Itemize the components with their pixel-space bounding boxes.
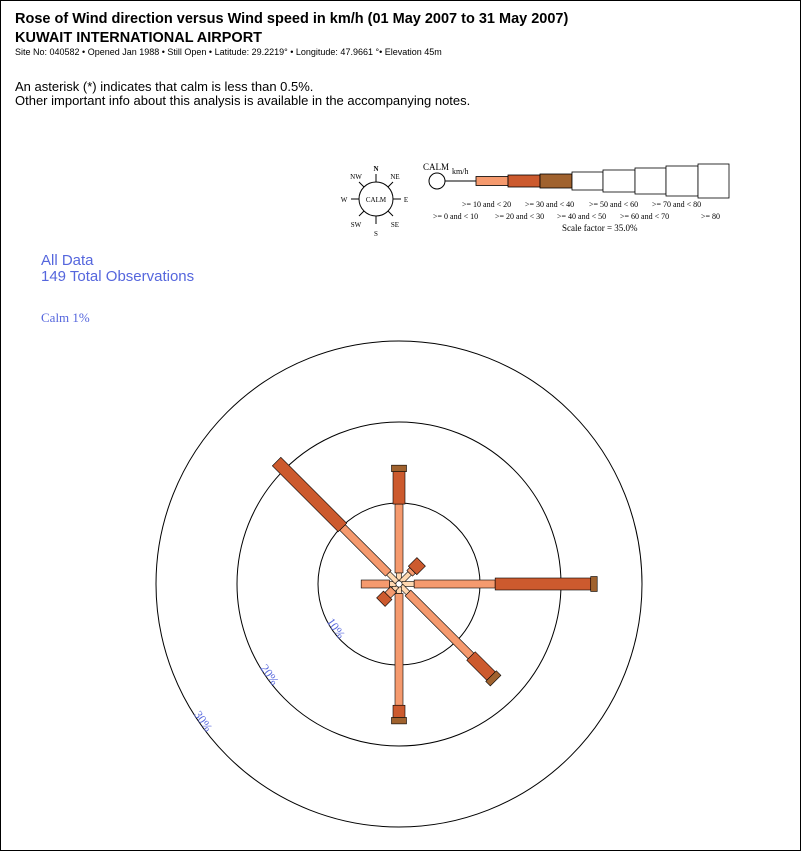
bar-w-class-2 xyxy=(361,580,389,588)
wind-rose xyxy=(156,341,642,827)
compass-tick-sw xyxy=(359,211,364,216)
compass-label-nw: NW xyxy=(350,173,362,181)
spoke-se xyxy=(396,581,501,686)
compass-tick-se xyxy=(388,211,393,216)
bar-s-class-3 xyxy=(393,705,405,717)
compass-label-sw: SW xyxy=(350,221,362,229)
total-observations: 149 Total Observations xyxy=(41,268,195,285)
bar-se-class-2 xyxy=(405,590,474,659)
ring-label-1: 10% xyxy=(323,615,348,642)
compass-label-ne: NE xyxy=(390,173,400,181)
station-name: KUWAIT INTERNATIONAL AIRPORT xyxy=(15,30,263,46)
site-info: Site No: 040582 • Opened Jan 1988 • Still Open • Latitude: 29.2219° • Longitude: 47.9661 °• Elevation 45m xyxy=(15,47,442,57)
compass-label-w: W xyxy=(340,196,348,204)
legend-swatch-5 xyxy=(572,172,603,190)
spoke-n xyxy=(392,465,407,581)
legend-lower-label-4: >= 60 and < 70 xyxy=(620,212,670,221)
bar-nw-class-3 xyxy=(272,457,346,531)
bar-n-class-4 xyxy=(392,465,407,471)
legend-lower-label-5: >= 80 xyxy=(701,212,721,221)
spoke-s xyxy=(392,587,407,724)
legend-swatch-8 xyxy=(666,166,698,196)
bar-nw-class-2 xyxy=(340,525,391,576)
compass-label-e: E xyxy=(403,196,409,204)
bar-e-class-3 xyxy=(495,578,591,590)
legend-swatch-6 xyxy=(603,170,635,192)
compass-tick-nw xyxy=(359,182,364,187)
spoke-w xyxy=(361,580,396,588)
compass-label-s: S xyxy=(374,230,378,238)
legend-swatch-3 xyxy=(508,175,540,187)
compass-label-n: N xyxy=(373,165,379,173)
legend-upper-label-1: >= 10 and < 20 xyxy=(462,200,512,209)
legend-lower-label-3: >= 40 and < 50 xyxy=(557,212,607,221)
speed-legend xyxy=(423,162,729,233)
bar-s-class-2 xyxy=(395,593,403,705)
bar-e-class-2 xyxy=(414,580,495,588)
all-data-label: All Data xyxy=(41,252,94,269)
note-asterisk: An asterisk (*) indicates that calm is less than 0.5%. xyxy=(15,79,314,94)
compass-key xyxy=(341,165,408,238)
legend-scale-factor: Scale factor = 35.0% xyxy=(562,223,638,233)
compass-tick-ne xyxy=(388,182,393,187)
legend-lower-label-1: >= 0 and < 10 xyxy=(433,212,479,221)
ring-label-2: 20% xyxy=(257,661,282,688)
legend-swatches xyxy=(476,164,729,198)
legend-swatch-4 xyxy=(540,174,572,188)
legend-lower-label-2: >= 20 and < 30 xyxy=(495,212,545,221)
spoke-nw xyxy=(272,457,401,586)
bar-n-class-3 xyxy=(393,472,405,504)
legend-calm-label: CALM xyxy=(423,162,450,172)
compass-center-label: CALM xyxy=(365,196,387,204)
chart-title: Rose of Wind direction versus Wind speed in km/h (01 May 2007 to 31 May 2007) xyxy=(15,11,569,27)
legend-calm-circle xyxy=(429,173,445,189)
legend-upper-label-4: >= 70 and < 80 xyxy=(652,200,702,209)
legend-upper-label-2: >= 30 and < 40 xyxy=(525,200,575,209)
spoke-e xyxy=(402,577,597,592)
bar-e-class-4 xyxy=(591,577,597,592)
bar-n-class-2 xyxy=(395,504,403,573)
note-info: Other important info about this analysis is available in the accompanying notes. xyxy=(15,93,471,108)
legend-unit-label: km/h xyxy=(452,167,469,176)
legend-upper-label-3: >= 50 and < 60 xyxy=(589,200,639,209)
ring-label-3: 30% xyxy=(191,708,216,735)
legend-swatch-2 xyxy=(476,177,508,186)
legend-swatch-7 xyxy=(635,168,666,194)
calm-percent: Calm 1% xyxy=(41,310,90,325)
compass-label-se: SE xyxy=(390,221,400,229)
legend-swatch-9 xyxy=(698,164,729,198)
bar-s-class-4 xyxy=(392,717,407,723)
